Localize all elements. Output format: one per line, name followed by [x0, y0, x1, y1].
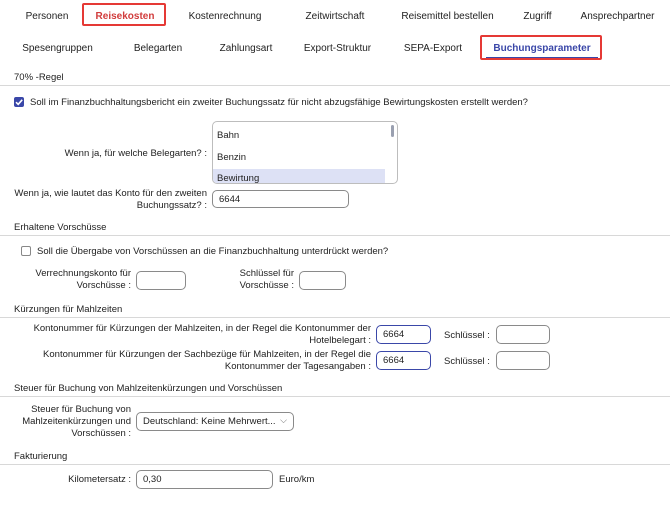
tab-zeitwirtschaft[interactable]: Zeitwirtschaft: [305, 11, 365, 22]
bewirtung-checkbox-label: Soll im Finanzbuchhaltungsbericht ein zweiter Buchungssatz für nicht abzugsfähige Bewirtungskosten erstellt werden?: [30, 97, 528, 108]
vorschuesse-checkbox-label: Soll die Übergabe von Vorschüssen an die Finanzbuchhaltung unterdrückt werden?: [37, 246, 389, 257]
kontonummer-sachbezuege-label-line2: Kontonummer der Tagesangaben :: [224, 361, 371, 372]
listbox-scrollbar[interactable]: [391, 125, 394, 137]
schluessel-mahlzeiten-label: Schlüssel :: [444, 330, 490, 341]
schluessel-vorschuesse-label-line1: Schlüssel für: [239, 268, 294, 279]
vorschuesse-checkbox[interactable]: [21, 246, 31, 256]
kontonummer-sachbezuege-input[interactable]: 6664: [376, 351, 431, 370]
schluessel-vorschuesse-input[interactable]: [299, 271, 346, 290]
section-divider: [0, 396, 670, 397]
section-title-70-regel: 70% -Regel: [14, 72, 64, 83]
schluessel-vorschuesse-label-line2: Vorschüsse :: [239, 280, 294, 291]
checkmark-icon: [14, 97, 24, 107]
bewirtung-checkbox[interactable]: [14, 97, 24, 107]
steuer-label-line3: Vorschüssen :: [71, 428, 131, 439]
kontonummer-sachbezuege-label-line1: Kontonummer für Kürzungen der Sachbezüge für Mahlzeiten, in der Regel die: [43, 349, 371, 360]
section-title-fakturierung: Fakturierung: [14, 451, 68, 462]
schluessel-mahlzeiten-input[interactable]: [496, 325, 550, 344]
verrechnungskonto-label-line1: Verrechnungskonto für: [35, 268, 131, 279]
steuer-select[interactable]: [136, 412, 294, 431]
list-item[interactable]: Benzin: [217, 152, 247, 163]
belegarten-listbox[interactable]: [212, 121, 398, 184]
kontonummer-mahlzeiten-input[interactable]: 6664: [376, 325, 431, 344]
konto-label-line2: Buchungssatz? :: [136, 200, 207, 211]
kilometersatz-input[interactable]: 0,30: [136, 470, 273, 489]
tab-zahlungsart[interactable]: Zahlungsart: [219, 43, 273, 54]
highlight-box-buchungsparameter: [480, 35, 602, 60]
kilometersatz-label: Kilometersatz :: [68, 474, 131, 485]
schluessel-sachbezuege-label: Schlüssel :: [444, 356, 490, 367]
chevron-down-icon: ⌵: [280, 415, 287, 425]
section-divider: [0, 317, 670, 318]
section-title-steuer: Steuer für Buchung von Mahlzeitenkürzungen und Vorschüssen: [14, 383, 283, 394]
steuer-label-line2: Mahlzeitenkürzungen und: [22, 416, 131, 427]
konto-label-line1: Wenn ja, wie lautet das Konto für den zweiten: [14, 188, 207, 199]
kilometersatz-unit: Euro/km: [279, 474, 315, 485]
tab-ansprechpartner[interactable]: Ansprechpartner: [580, 11, 655, 22]
tab-belegarten[interactable]: Belegarten: [133, 43, 183, 54]
kontonummer-mahlzeiten-label-line1: Kontonummer für Kürzungen der Mahlzeiten, in der Regel die Kontonummer der: [33, 323, 371, 334]
list-item[interactable]: Bahn: [217, 130, 240, 141]
tab-buchungsparameter[interactable]: Buchungsparameter: [493, 43, 591, 54]
tab-kostenrechnung[interactable]: Kostenrechnung: [188, 11, 262, 22]
tab-personen[interactable]: Personen: [25, 11, 69, 22]
steuer-label-line1: Steuer für Buchung von: [31, 404, 131, 415]
section-divider: [0, 464, 670, 465]
verrechnungskonto-label-line2: Vorschüsse :: [76, 280, 131, 291]
belegarten-label: Wenn ja, für welche Belegarten? :: [64, 148, 207, 159]
schluessel-sachbezuege-input[interactable]: [496, 351, 550, 370]
tab-zugriff[interactable]: Zugriff: [523, 11, 552, 22]
section-divider: [0, 85, 670, 86]
highlight-box-reisekosten: [82, 3, 166, 26]
tab-export-struktur[interactable]: Export-Struktur: [303, 43, 372, 54]
tab-reisekosten[interactable]: Reisekosten: [95, 11, 155, 22]
section-title-vorschuesse: Erhaltene Vorschüsse: [14, 222, 107, 233]
tab-sepa-export[interactable]: SEPA-Export: [403, 43, 463, 54]
verrechnungskonto-input[interactable]: [136, 271, 186, 290]
list-item-selected[interactable]: Bewirtung: [213, 169, 385, 184]
tab-spesengruppen[interactable]: Spesengruppen: [22, 43, 93, 54]
section-divider: [0, 235, 670, 236]
tab-reisemittel-bestellen[interactable]: Reisemittel bestellen: [401, 11, 494, 22]
kontonummer-mahlzeiten-label-line2: Hotelbelegart :: [309, 335, 371, 346]
section-title-mahlzeiten: Kürzungen für Mahlzeiten: [14, 304, 123, 315]
steuer-select-value: Deutschland: Keine Mehrwert...: [143, 416, 276, 427]
konto-zweiter-buchungssatz-input[interactable]: 6644: [212, 190, 349, 208]
